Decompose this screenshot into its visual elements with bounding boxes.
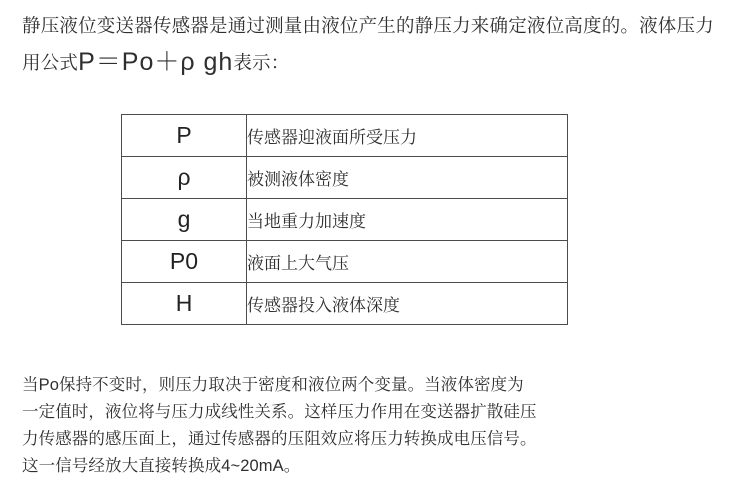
outro-line-1: 当Po保持不变时，则压力取决于密度和液位两个变量。当液体密度为 <box>22 376 524 394</box>
symbol-cell: g <box>122 199 247 241</box>
intro-paragraph <box>22 8 722 81</box>
description-cell: 当地重力加速度 <box>247 199 568 241</box>
description-cell: 被测液体密度 <box>247 157 568 199</box>
symbol-cell: P0 <box>122 241 247 283</box>
symbol-cell: P <box>122 115 247 157</box>
table-row <box>122 157 568 199</box>
table-row <box>122 283 568 325</box>
description-cell: 液面上大气压 <box>247 241 568 283</box>
description-cell: 传感器迎液面所受压力 <box>247 115 568 157</box>
table-row <box>122 199 568 241</box>
outro-line-3: 力传感器的感压面上，通过传感器的压阻效应将压力转换成电压信号。 <box>22 430 537 448</box>
outro-line-4: 这一信号经放大直接转换成4~20mA。 <box>22 457 301 475</box>
outro-paragraph <box>22 372 712 480</box>
table-row <box>122 115 568 157</box>
symbol-table-container <box>121 114 565 325</box>
intro-text-before: 静压液位变送器传感器是通过测量由液位产生的静压力来确定液位高度的。液体压力用公式 <box>22 15 714 73</box>
symbol-cell: H <box>122 283 247 325</box>
table-row <box>122 241 568 283</box>
symbol-definition-table <box>121 114 568 325</box>
intro-text-after: 表示： <box>233 52 290 73</box>
symbol-cell: ρ <box>122 157 247 199</box>
description-cell: 传感器投入液体深度 <box>247 283 568 325</box>
pressure-formula: P＝Po＋ρ gh <box>78 48 234 76</box>
outro-line-2: 一定值时，液位将与压力成线性关系。这样压力作用在变送器扩散硅压 <box>22 403 537 421</box>
